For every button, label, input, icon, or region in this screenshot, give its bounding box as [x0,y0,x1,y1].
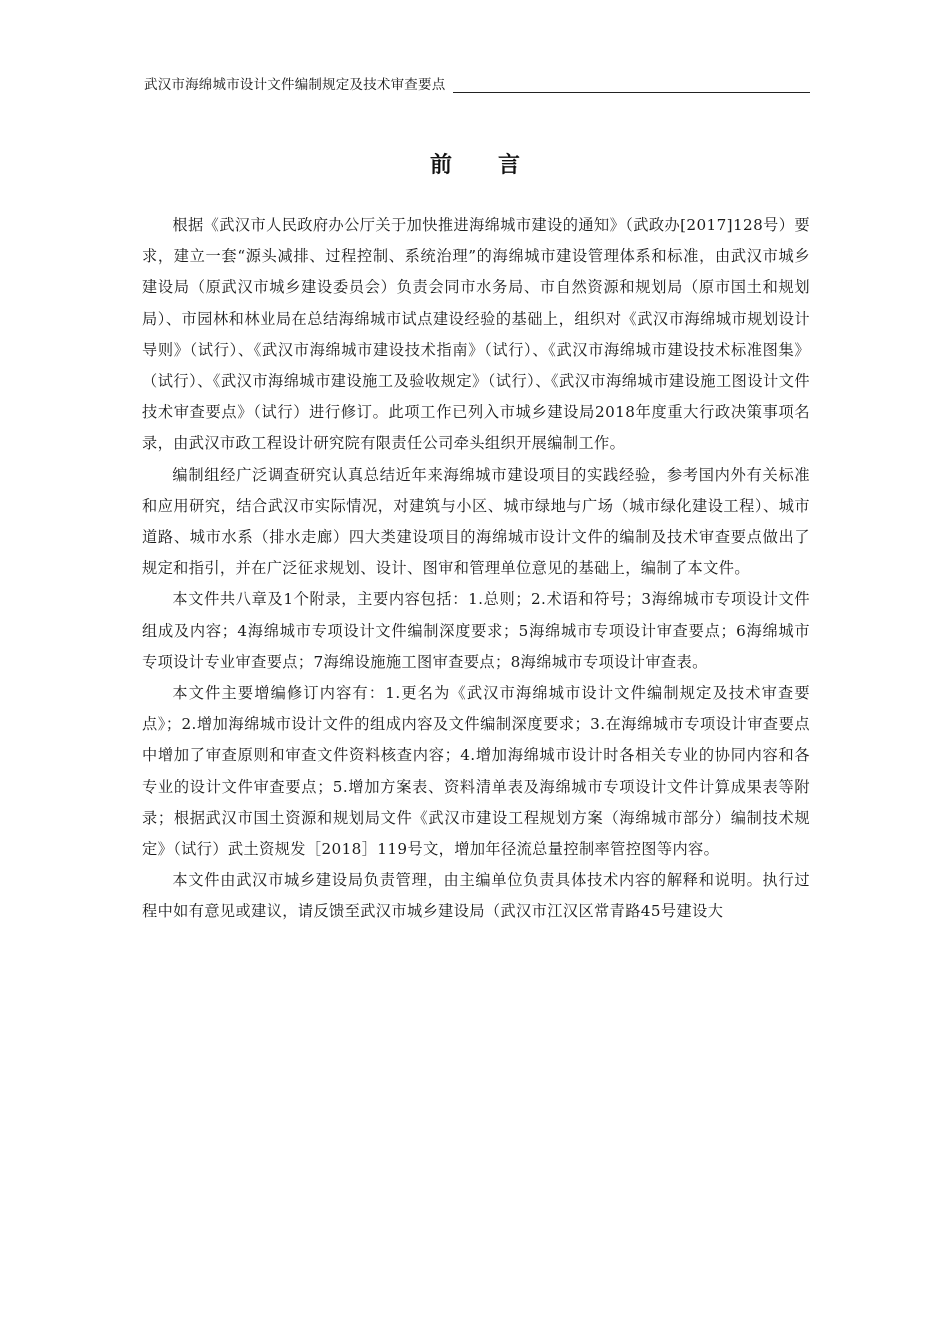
paragraph-compilation: 编制组经广泛调查研究认真总结近年来海绵城市建设项目的实践经验，参考国内外有关标准和应用研究，结合武汉市实际情况，对建筑与小区、城市绿地与广场（城市绿化建设工程）、城市道路、城市水系（排水走廊）四大类建设项目的海绵城市设计文件的编制及技术审查要点做出了规定和指引，并在广泛征求规划、设计、图审和管理单位意见的基础上，编制了本文件。 [142,465,810,578]
paragraph-management: 本文件由武汉市城乡建设局负责管理，由主编单位负责具体技术内容的解释和说明。执行过程中如有意见或建议，请反馈至武汉市城乡建设局（武汉市江汉区常青路45号建设大 [142,871,810,921]
paragraph-basis: 根据《武汉市人民政府办公厅关于加快推进海绵城市建设的通知》（武政办[2017]128号）要求，建立一套“源头减排、过程控制、系统治理”的海绵城市建设管理体系和标准，由武汉市城乡建设局（原武汉市城乡建设委员会）负责会同市水务局、市自然资源和规划局（原市国土和规划局）、市园林和林业局在总结海绵城市试点建设经验的基础上，组织对《武汉市海绵城市规划设计导则》（试行）、《武汉市海绵城市建设技术指南》（试行）、《武汉市海绵城市建设技术标准图集》（试行）、《武汉市海绵城市建设施工及验收规定》（试行）、《武汉市海绵城市建设施工图设计文件技术审查要点》（试行）进行修订。此项工作已列入市城乡建设局2018年度重大行政决策事项名录，由武汉市政工程设计研究院有限责任公司牵头组织开展编制工作。 [142,216,810,453]
running-header [144,74,810,93]
running-header-title: 武汉市海绵城市设计文件编制规定及技术审查要点 [144,77,453,93]
paragraph-contents: 本文件共八章及1个附录，主要内容包括：1.总则；2.术语和符号；3海绵城市专项设计文件组成及内容；4海绵城市专项设计文件编制深度要求；5海绵城市专项设计审查要点；6海绵城市专项设计专业审查要点；7海绵设施施工图审查要点；8海绵城市专项设计审查表。 [142,590,810,671]
page-title: 前言 [429,153,566,178]
paragraph-revisions: 本文件主要增编修订内容有：1.更名为《武汉市海绵城市设计文件编制规定及技术审查要点》；2.增加海绵城市设计文件的组成内容及文件编制深度要求；3.在海绵城市专项设计审查要点中增加了审查原则和审查文件资料核查内容；4.增加海绵城市设计时各相关专业的协同内容和各专业的设计文件审查要点；5.增加方案表、资料清单表及海绵城市专项设计文件计算成果表等附录；根据武汉市国土资源和规划局文件《武汉市建设工程规划方案（海绵城市部分）编制技术规定》（试行）武土资规发［2018］119号文，增加年径流总量控制率管控图等内容。 [142,684,810,859]
body-text [142,210,810,928]
